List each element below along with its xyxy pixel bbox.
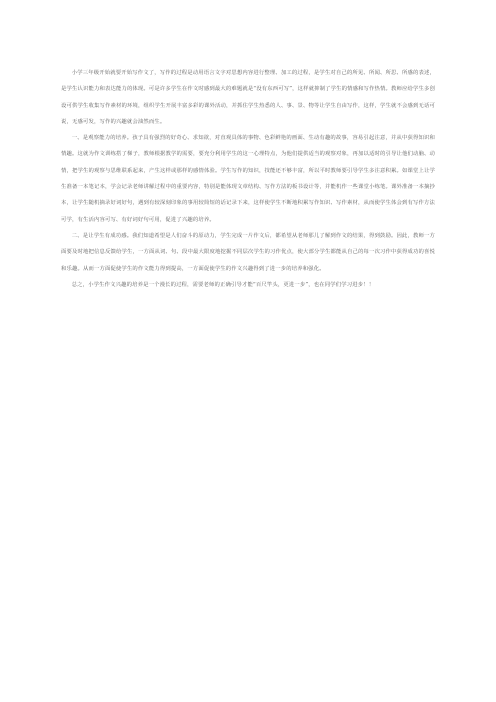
paragraph-success: 二、是让学生有成功感。我们知道希望是人们奋斗的原动力，学生完成一片作文后，都希望从老师那儿了解到作文的结果，得到鼓励。因此，教师一方面要及时地把信息反馈给学生，一方面从词、句、段中最大限度地挖掘不同层次学生的习作优点，使大部分学生都能从自己的每一次习作中获得成功的喜悦和乐趣。从而一方面促使学生的作文能力得到提高，一方面促使学生的作文兴趣得到了进一步的培养和强化。 (61, 232, 435, 272)
paragraph-conclusion: 总之，小学生作文兴趣的培养是一个漫长的过程，需要老师的正确引导才能“百尺竿头，更进一步”，也在同学们学习进步！！ (71, 281, 375, 288)
paragraph-intro: 小学三年级开始就要开始写作文了，写作的过程是动用语言文字对思想内容进行整理、加工的过程，是学生对自己的所见、所闻、所思、所感的表述，是学生认识能力和表达能力的体现。可是许多学生在作文时感到最大的难题就是“没有东西可写”，这样就抑制了学生的情感和写作热情。教师应给学生多创设可供学生收集写作素材的环境，组织学生开展丰富多彩的课外活动，并抓住学生热悉的人、事、景、物等让学生自由写作，这样，学生就不会感到无话可说，无感可发，写作的兴趣就会油然而生。 (61, 70, 435, 125)
paragraph-observation: 一、是观察能力的培养。孩子具有强烈的好奇心、求知欲，对直观具体的事物、色彩鲜艳的画面、生动有趣的故事，容易引起注意，并从中获得知识和情趣。这就为作文训练搭了梯子，教师根据教学的需要，要充分利用学生的这一心理特点，为他们提供适当的观察对象，再加以适时的引导让他们动脑、动情，把学生的观察与思维联系起来，产生这样或那样的感情体验。学生写作的知识，技能还不够丰富，所以平时教师要引导学生多注意积累。如课堂上让学生准备一本笔记本，学会记录老师讲解过程中的重要内容，特别是能体现文章结构、写作方法的板书设计等，并能机作一些课堂小练笔。课外准备一本摘抄本，让学生随机摘录好词好句，遇到有较深刻印象的事用较简短的话记录下来，这样使学生不断地积累写作知识、写作素材，从而使学生体会到有写作方法可学，有生活内容可写、有好词好句可用，促进了兴趣的培养。 (61, 135, 435, 223)
document-body (61, 65, 435, 293)
